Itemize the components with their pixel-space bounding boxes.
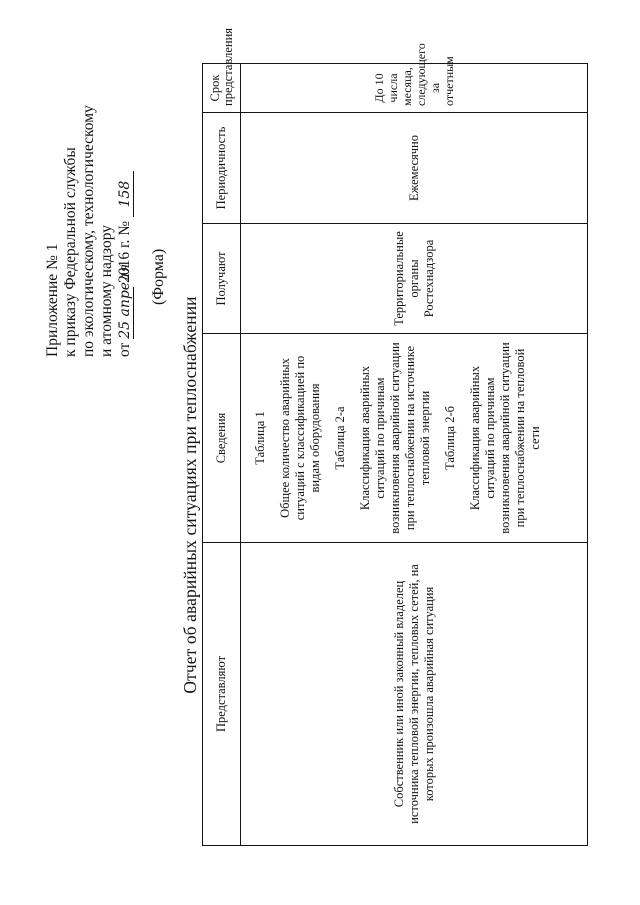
handwritten-order-number: 158 <box>118 171 134 217</box>
cell-poluchayut <box>241 224 588 334</box>
cell-srok <box>241 43 588 113</box>
handwritten-date: 25 апреля <box>117 263 133 339</box>
date-prefix: от <box>116 342 133 357</box>
cell-predstavlyayut <box>241 543 588 846</box>
form-label: (Форма) <box>150 248 167 305</box>
periodicity-text: Ежемесячно <box>406 135 421 201</box>
agency-name-line2: и атомному надзору <box>98 225 115 357</box>
order-date-line <box>116 27 134 357</box>
table-2b-description: Классификация аварийных ситуаций по причинам возникновения аварийной ситуации при теплоснабжении на тепловой сети <box>468 342 542 534</box>
table-1-description: Общее количество аварийных ситуаций с классификацией по видам оборудования <box>278 355 322 521</box>
table-2b-label: Таблица 2-б <box>443 406 457 470</box>
header-periodichnost: Периодичность <box>203 113 241 224</box>
header-predstavlyayut: Представляют <box>203 543 241 846</box>
table-1-label: Таблица 1 <box>253 411 267 465</box>
cell-periodichnost <box>241 113 588 224</box>
report-title: Отчет об аварийных ситуациях при теплоснабжении <box>180 296 200 694</box>
agency-name-line1: по экологическому, технологическому <box>80 105 97 357</box>
appendix-number: Приложение № 1 <box>44 243 61 357</box>
report-table <box>202 27 588 846</box>
header-poluchayut: Получают <box>203 224 241 334</box>
submitter-description: Собственник или иной законный владелец источника тепловой энергии, тепловых сетей, на которых произошла аварийная ситуация <box>391 564 436 824</box>
order-appendix-header <box>44 27 134 357</box>
table-row <box>241 64 588 846</box>
table-2a-description: Классификация аварийных ситуаций по причинам возникновения аварийной ситуации при теплоснабжении на источнике тепловой энергии <box>358 342 432 534</box>
cell-svedeniya <box>241 334 588 543</box>
recipient-text: Территориальные органы Ростехнадзора <box>391 231 436 326</box>
order-reference-line: к приказу Федеральной службы <box>62 147 79 357</box>
date-suffix: 2016 г. № <box>116 220 133 283</box>
header-srok: Срок представления <box>203 64 241 113</box>
table-header-row <box>203 64 241 846</box>
table-2a-label: Таблица 2-а <box>333 406 347 470</box>
header-svedeniya: Сведения <box>203 334 241 543</box>
deadline-text: До 10 числа месяца, следующего за отчетным <box>372 43 456 106</box>
